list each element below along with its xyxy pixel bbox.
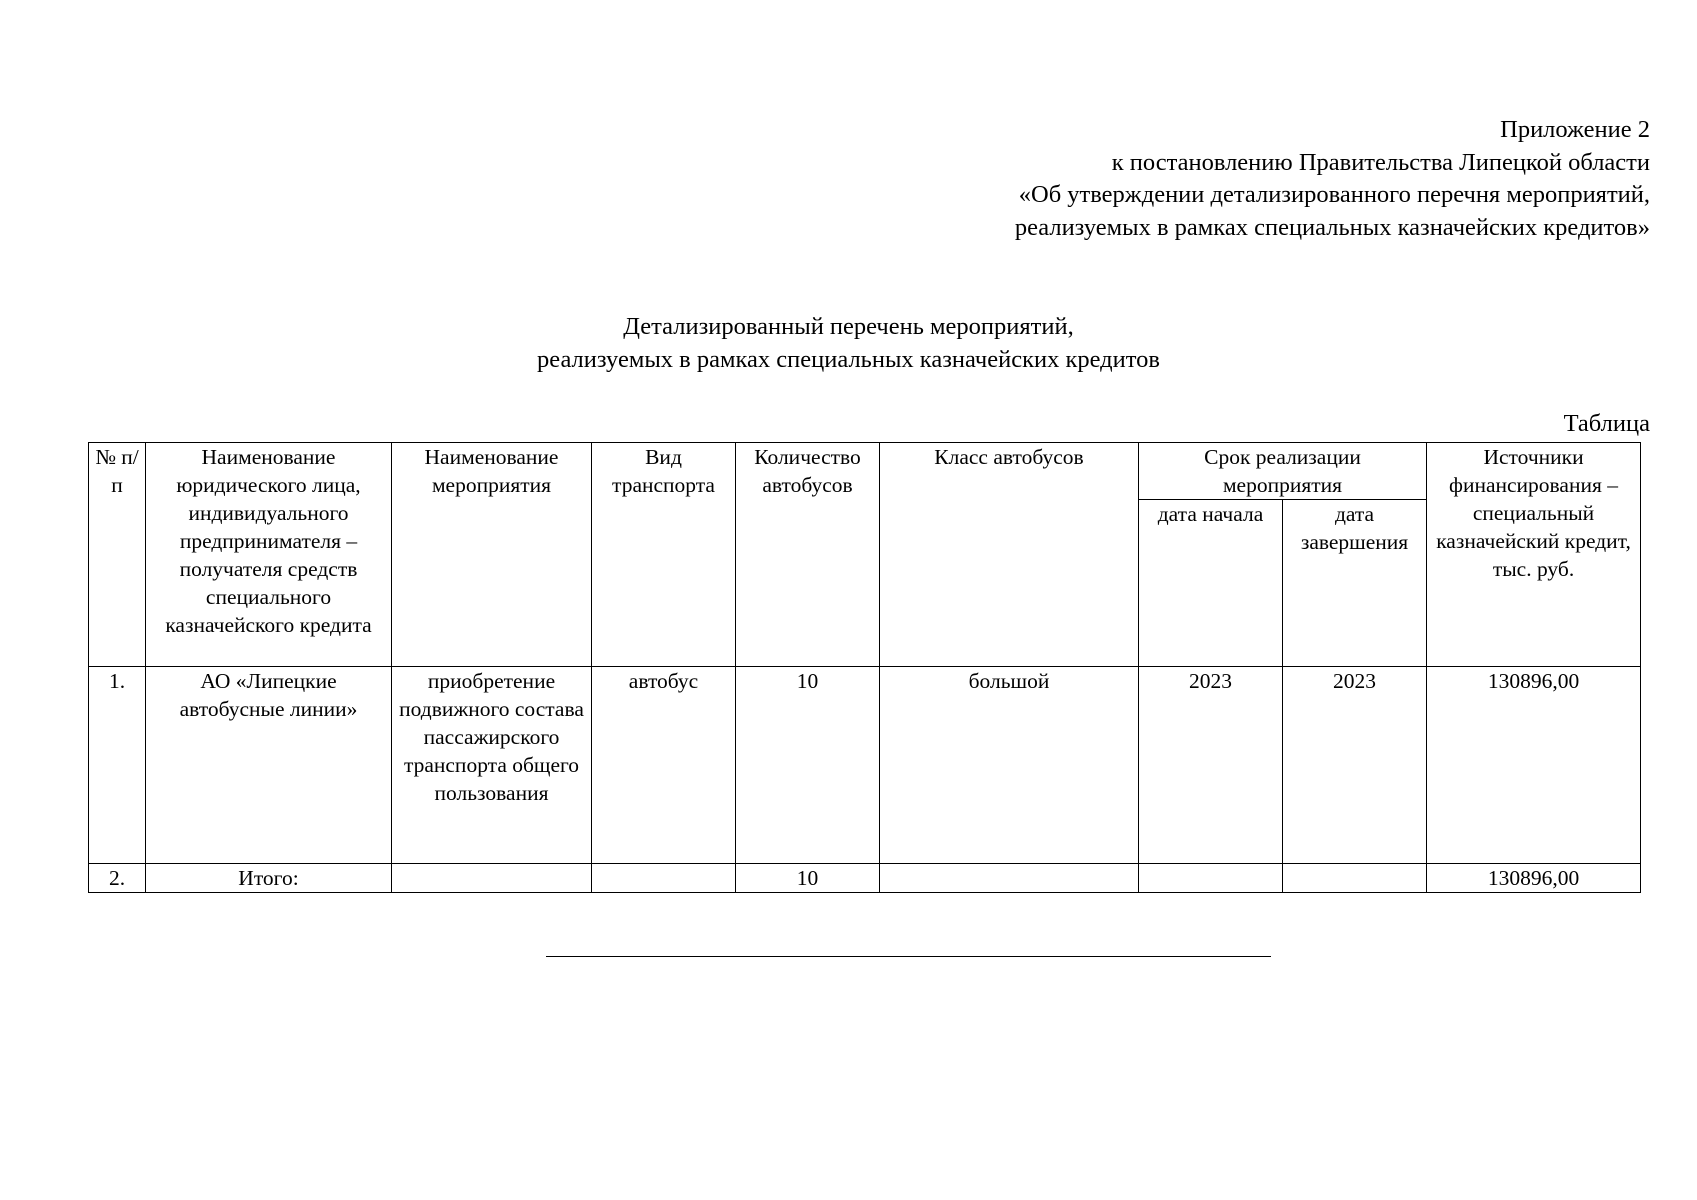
cell-bus-class: большой xyxy=(880,667,1139,864)
header-end-date: дата завершения xyxy=(1283,500,1427,667)
end-divider-line xyxy=(546,956,1271,957)
cell-transport: автобус xyxy=(592,667,736,864)
header-bus-class: Класс автобусов xyxy=(880,443,1139,667)
header-period: Срок реализации мероприятия xyxy=(1139,443,1427,500)
table-caption: Таблица xyxy=(1563,410,1650,437)
cell-start-date xyxy=(1139,864,1283,893)
header-transport: Вид транспорта xyxy=(592,443,736,667)
cell-bus-class xyxy=(880,864,1139,893)
header-recipient: Наименование юридического лица, индивидуального предпринимателя – получателя средств специального казначейского кредита xyxy=(146,443,392,667)
cell-end-date xyxy=(1283,864,1427,893)
cell-measure xyxy=(392,864,592,893)
cell-recipient: АО «Липецкие автобусные линии» xyxy=(146,667,392,864)
header-num: № п/п xyxy=(89,443,146,667)
cell-end-date: 2023 xyxy=(1283,667,1427,864)
table-row-total xyxy=(89,864,1641,893)
cell-num: 1. xyxy=(89,667,146,864)
appendix-line: реализуемых в рамках специальных казначейских кредитов» xyxy=(1014,213,1650,241)
header-start-date: дата начала xyxy=(1139,500,1283,667)
header-count: Количество автобусов xyxy=(736,443,880,667)
appendix-line: «Об утверждении детализированного перечня мероприятий, xyxy=(1018,181,1650,208)
cell-source: 130896,00 xyxy=(1427,667,1641,864)
table-header-row xyxy=(89,443,1641,500)
cell-source: 130896,00 xyxy=(1427,864,1641,893)
header-source: Источники финансирования – специальный казначейский кредит, тыс. руб. xyxy=(1427,443,1641,667)
cell-num: 2. xyxy=(89,864,146,893)
cell-transport xyxy=(592,864,736,893)
cell-count: 10 xyxy=(736,667,880,864)
cell-count: 10 xyxy=(736,864,880,893)
measures-table xyxy=(88,442,1641,893)
document-title-line: реализуемых в рамках специальных казначейских кредитов xyxy=(537,346,1160,373)
cell-recipient: Итого: xyxy=(146,864,392,893)
document-title-line: Детализированный перечень мероприятий, xyxy=(623,313,1074,340)
appendix-line: Приложение 2 xyxy=(1500,116,1650,143)
cell-start-date: 2023 xyxy=(1139,667,1283,864)
document-title xyxy=(0,310,1697,376)
appendix-line: к постановлению Правительства Липецкой области xyxy=(1111,148,1650,176)
cell-measure: приобретение подвижного состава пассажирского транспорта общего пользования xyxy=(392,667,592,864)
header-measure: Наименование мероприятия xyxy=(392,443,592,667)
appendix-header xyxy=(1015,114,1650,244)
table-row xyxy=(89,667,1641,864)
